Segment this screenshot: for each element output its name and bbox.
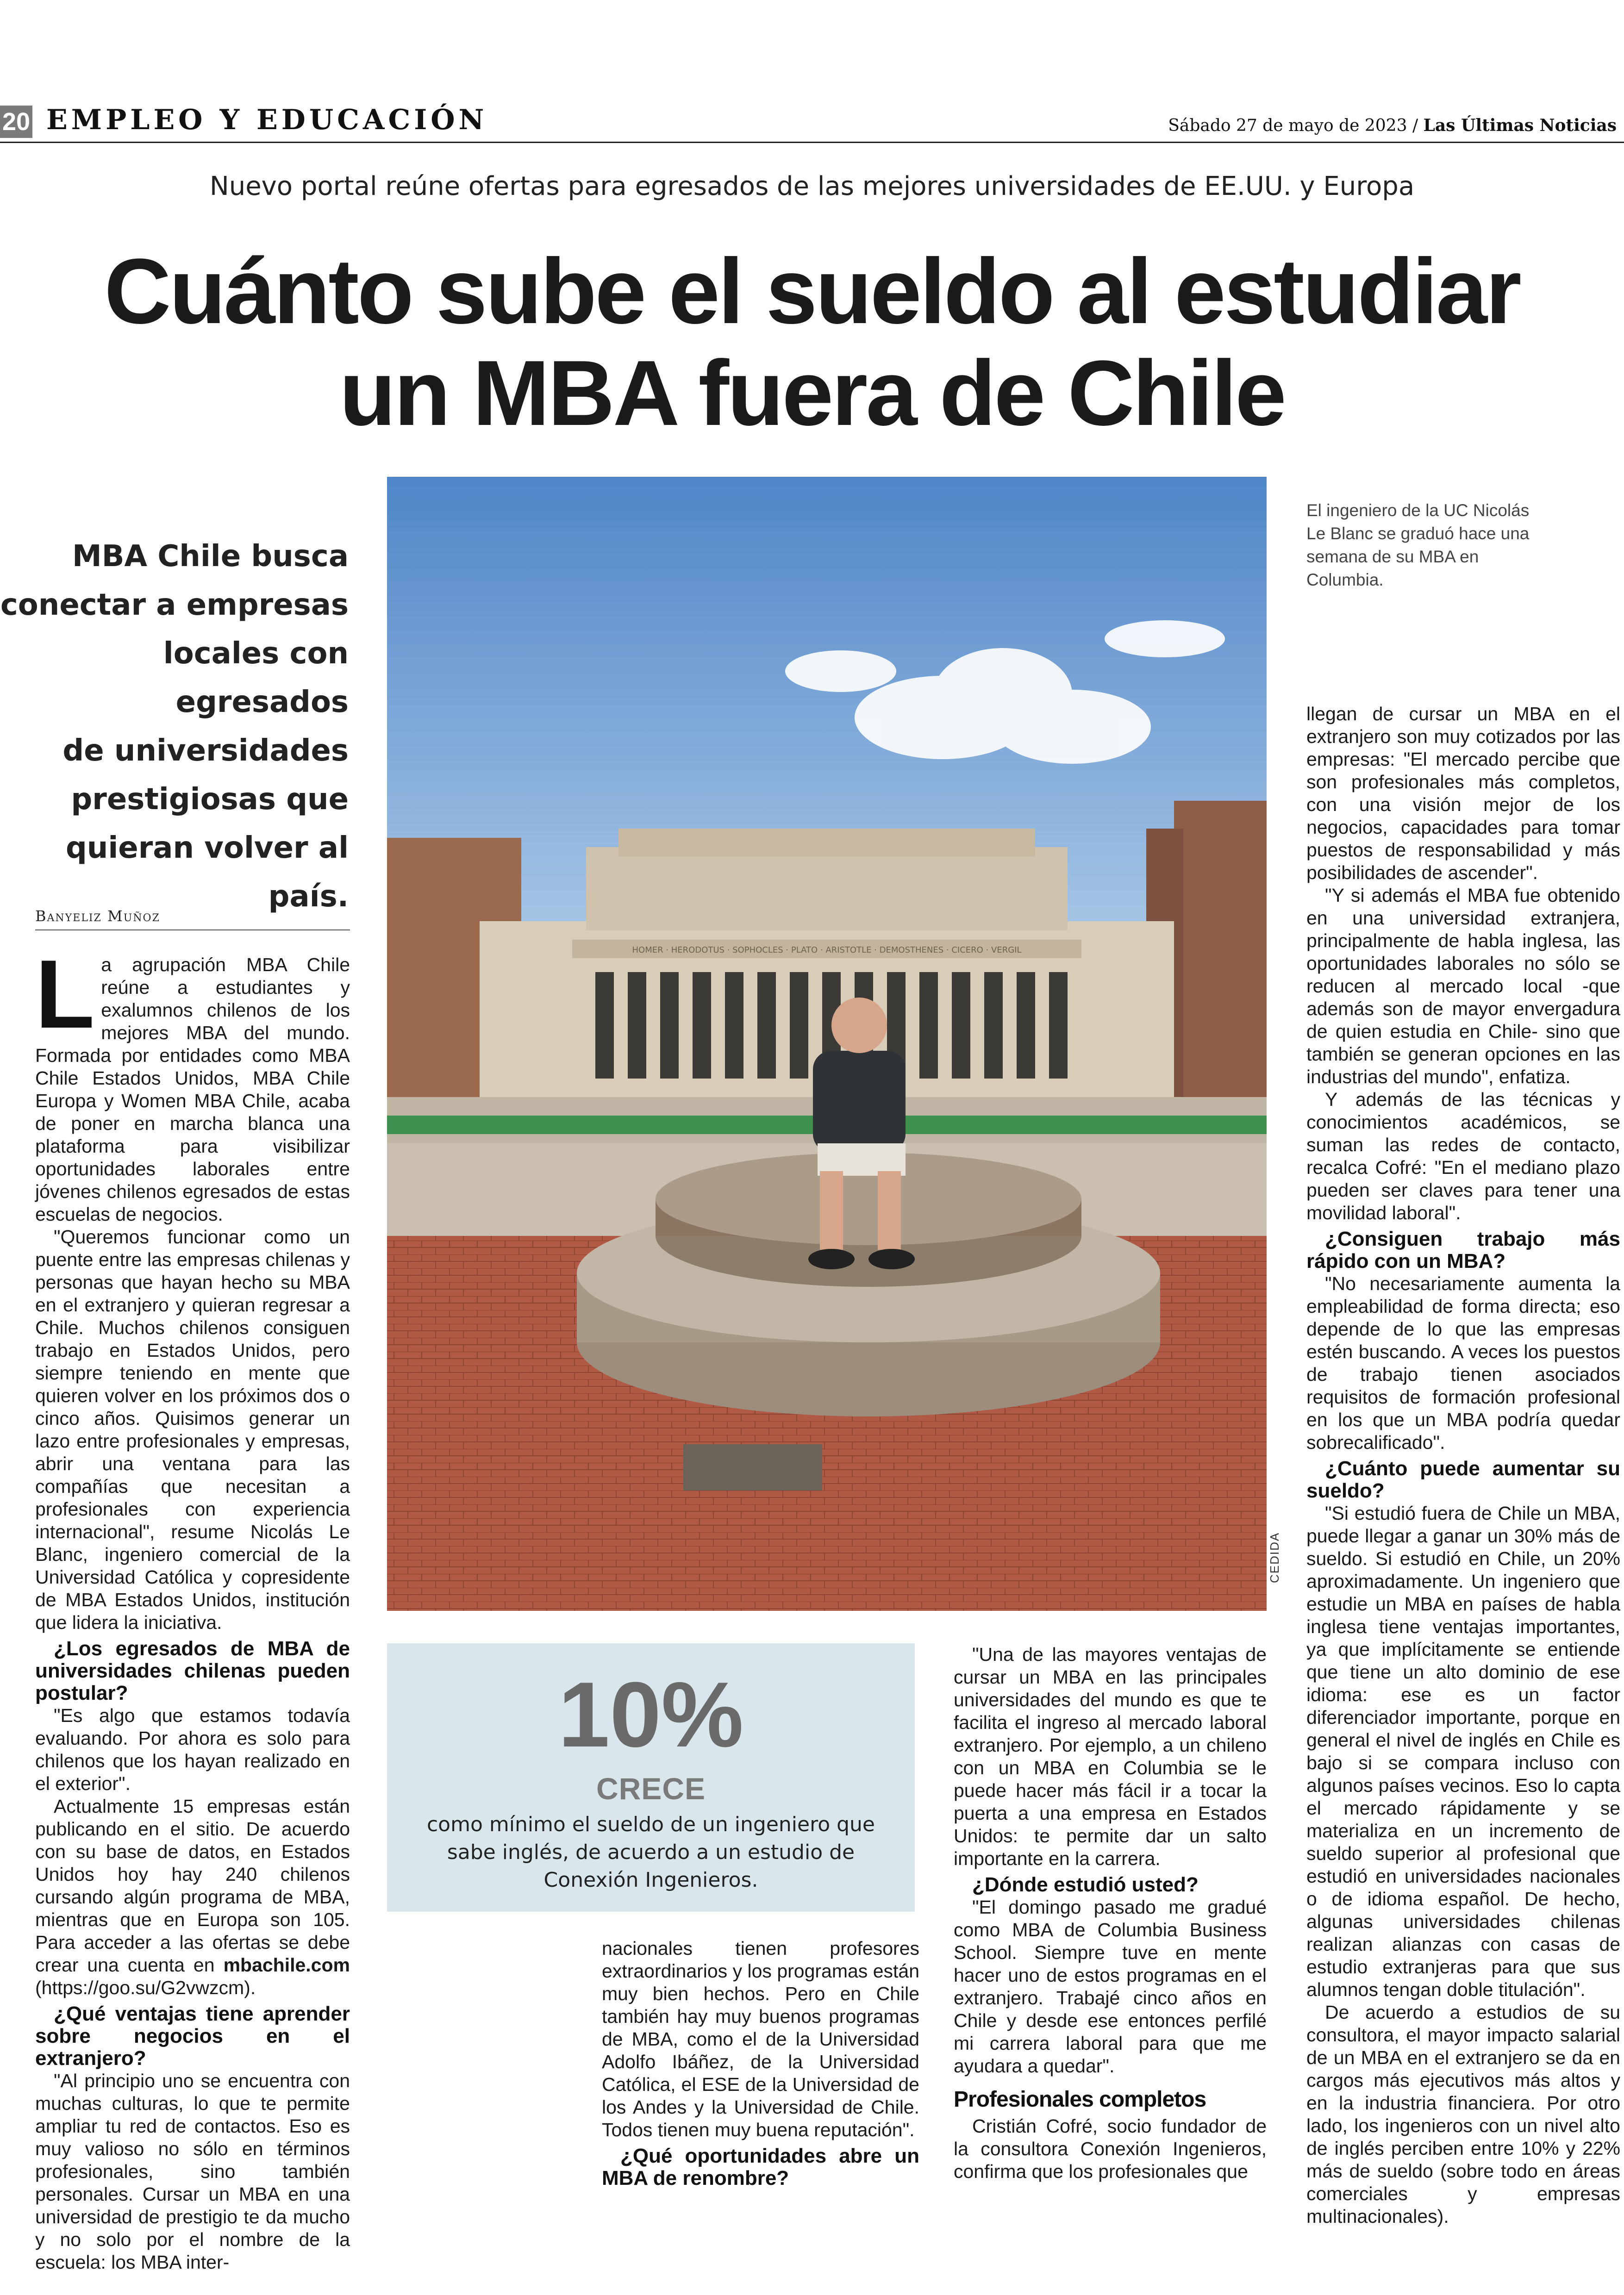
question: ¿Consiguen trabajo más rápido con un MBA?: [1306, 1228, 1620, 1272]
paragraph: "Al principio uno se encuentra con muchas culturas, lo que te permite ampliar tu red de contactos. Eso es muy valioso no sólo en términos profesionales, sino también personales. Cursar un MBA en una universidad de prestigio te da mucho y no solo por el nombre de la escuela: los MBA inter-: [35, 2070, 350, 2273]
subheading: Profesionales completos: [954, 2087, 1206, 2112]
question: ¿Qué oportunidades abre un MBA de renombre?: [602, 2145, 919, 2189]
headline-line-1: Cuánto sube el sueldo al estudiar: [104, 240, 1520, 343]
paragraph: De acuerdo a estudios de su consultora, el mayor impacto salarial de un MBA en el extranjero se da en cargos más ejecutivos más altos y en la industria financiera. Por otro lado, los ingenieros con un nivel alto de inglés perciben entre 10% y 22% más de sueldo (sobre todo en áreas comerciales y empresas multinacionales).: [1306, 2002, 1620, 2227]
question: ¿Cuánto puede aumentar su sueldo?: [1306, 1457, 1620, 1502]
lead-line: conectar a empresas: [0, 588, 349, 622]
date: Sábado 27 de mayo de 2023: [1168, 116, 1407, 135]
fountain-base: [577, 1153, 1160, 1416]
date-separator: /: [1412, 116, 1418, 135]
section-title: EMPLEO Y EDUCACIÓN: [46, 104, 488, 136]
question: ¿Qué ventajas tiene aprender sobre negocios en el extranjero?: [35, 2002, 350, 2070]
website-link[interactable]: mbachile.com: [223, 1954, 350, 1976]
paragraph: "Es algo que estamos todavía evaluando. Por ahora es solo para chilenos que los hayan realizado en el exterior".: [35, 1705, 350, 1794]
article-photo: [387, 477, 1267, 1611]
paragraph: "Si estudió fuera de Chile un MBA, puede llegar a ganar un 30% más de sueldo. Si estudió en Chile, un 20% aproximadamente. Un ingeniero que estudie un MBA en países de habla inglesa tiene ventajas importantes, ya que implícitamente se entiende que tiene un alto dominio de ese idioma: ese es un factor diferenciador importante, porque en general el nivel de inglés en Chile es bajo si se compara incluso con algunos países vecinos. Eso lo capta el mercado rápidamente y se materializa en un incremento de sueldo superior al profesional que estudió en universidades nacionales o de idioma español. De hecho, algunas universidades chilenas realizan alianzas con casas de estudio extranjeras para que sus alumnos tengan doble titulación".: [1306, 1503, 1620, 2000]
paragraph: "Una de las mayores ventajas de cursar un MBA en las principales universidades del mundo es que te facilita el ingreso al mercado laboral extranjero. Por ejemplo, a un chileno con un MBA en Columbia se le puede hacer más fácil ir a tocar la puerta a una empresa en Estados Unidos: te permite dar un salto importante en la carrera.: [954, 1644, 1267, 1869]
lead-line: MBA Chile busca: [72, 539, 349, 574]
stat-box: [387, 1643, 915, 1912]
paragraph: Actualmente 15 empresas están publicando en el sitio. De acuerdo con su base de datos, en Estados Unidos hoy hay 240 chilenos cursando algún programa de MBA, mientras que en Europa son 105. Para acceder a las ofertas se debe crear una cuenta en mbachile.com (https://goo.su/G2vwzcm).: [35, 1796, 350, 1998]
paragraph: nacionales tienen profesores extraordinarios y los programas están muy bien hechos. Pero en Chile también hay muy buenos programas de MBA, como el de la Universidad Adolfo Ibáñez, de la Universidad Católica, el ESE de la Universidad de los Andes y la Universidad de Chile. Todos tienen muy buena reputación".: [602, 1938, 919, 2140]
article-column-4: [1306, 703, 1620, 2228]
kicker: Nuevo portal reúne ofertas para egresados de las mejores universidades de EE.UU. y Europa: [209, 171, 1415, 201]
paragraph: "Queremos funcionar como un puente entre las empresas chilenas y personas que hayan hecho su MBA en el extranjero y quieran regresar a Chile. Muchos chilenos consiguen trabajo en Estados Unidos, pero siempre teniendo en mente que quieren volver en los próximos dos o cinco años. Quisimos generar un lazo entre profesionales y empresas, abrir una ventana para las compañías que necesitan a profesionales con experiencia internacional", resume Nicolás Le Blanc, ingeniero comercial de la Universidad Católica y copresidente de MBA Estados Unidos, institución que lidera la iniciativa.: [35, 1226, 350, 1633]
lead-text: [0, 532, 349, 921]
publication-name: Las Últimas Noticias: [1423, 116, 1617, 135]
photo-caption: El ingeniero de la UC Nicolás Le Blanc se graduó hace una semana de su MBA en Columbia.: [1306, 501, 1530, 589]
drop-cap: L: [35, 940, 95, 1048]
question: ¿Los egresados de MBA de universidades chilenas pueden postular?: [35, 1637, 350, 1704]
header-rule: [0, 142, 1624, 143]
ground-plaque: [683, 1444, 822, 1491]
byline: Banyeliz Muñoz: [35, 907, 350, 930]
lead-line: de universidades: [62, 734, 349, 768]
headline: [0, 241, 1624, 444]
stat-value: 10%: [558, 1663, 744, 1766]
article-column-2: [602, 1937, 919, 2189]
lead-line: locales con egresados: [163, 636, 349, 719]
paragraph: Y además de las técnicas y conocimientos académicos, se suman las redes de contacto, recalca Cofré: "En el mediano plazo pueden ser claves para tener una movilidad laboral".: [1306, 1089, 1620, 1223]
paragraph: "No necesariamente aumenta la empleabilidad de forma directa; eso depende de lo que las empresas estén buscando. A veces los puestos de trabajo tienen asociados requisitos de formación profesional en los que un MBA podría quedar sobrecalificado".: [1306, 1273, 1620, 1453]
paragraph: llegan de cursar un MBA en el extranjero son muy cotizados por las empresas: "El mercado percibe que son profesionales más completos, con una visión mejor de los negocios, capacidades para tomar puestos de responsabilidad y más posibilidades de ascender".: [1306, 703, 1620, 883]
lead-line: quieran volver al país.: [65, 831, 349, 914]
headline-line-2: un MBA fuera de Chile: [339, 342, 1285, 445]
article-column-1: [35, 940, 350, 2274]
paragraph: "Y si además el MBA fue obtenido en una universidad extranjera, principalmente de habla inglesa, las oportunidades laborales no sólo se reducen al mercado local -que además son de mayor envergadura de quien estudia en Chile- sino que también se generan opciones en las industrias del mundo", enfatiza.: [1306, 885, 1620, 1087]
paragraph: La agrupación MBA Chile reúne a estudiantes y exalumnos chilenos de los mejores MBA del mundo. Formada por entidades como MBA Chile Estados Unidos, MBA Chile Europa y Women MBA Chile, acaba de poner en marcha blanca una plataforma para visibilizar oportunidades laborales entre jóvenes chilenos egresados de estas escuelas de negocios.: [35, 940, 350, 1225]
building-inscription: HOMER · HERODOTUS · SOPHOCLES · PLATO · ARISTOTLE · DEMOSTHENES · CICERO · VERGIL: [632, 945, 1022, 955]
question: ¿Dónde estudió usted?: [972, 1873, 1199, 1896]
lead-line: prestigiosas que: [71, 782, 349, 817]
article-column-3: [954, 1643, 1267, 2183]
paragraph: "El domingo pasado me gradué como MBA de Columbia Business School. Siempre tuve en mente hacer uno de estos programas en el extranjero. Trabajé cinco años en Chile y desde ese entonces perfilé mi carrera laboral para que me ayudara a quedar".: [954, 1896, 1267, 2077]
stat-text: como mínimo el sueldo de un ingeniero que sabe inglés, de acuerdo a un estudio de Conexión Ingenieros.: [426, 1813, 875, 1892]
paragraph: Cristián Cofré, socio fundador de la consultora Conexión Ingenieros, confirma que los profesionales que: [954, 2115, 1267, 2182]
photo-credit: CEDIDA: [1268, 1532, 1281, 1583]
dateline: [1168, 116, 1617, 135]
page-number: 20: [0, 106, 32, 138]
stat-label: CRECE: [596, 1771, 706, 1806]
